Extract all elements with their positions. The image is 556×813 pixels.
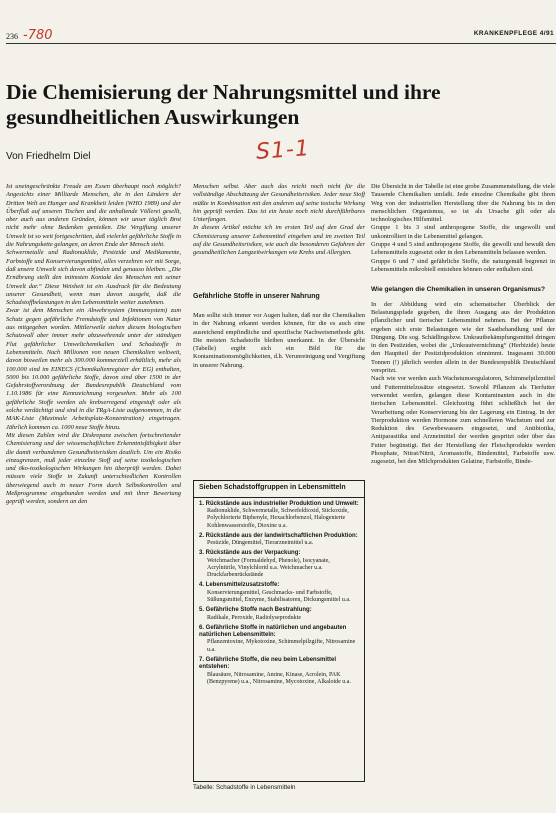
column-2-body	[193, 312, 365, 472]
list-item	[199, 625, 359, 655]
group-detail: Pestizide, Düngemittel, Tierarzneimittel u.a.	[207, 540, 314, 547]
list-item	[199, 582, 359, 604]
list-item	[199, 501, 359, 531]
group-detail: Blausäure, Nitrosamine, Amine, Kinase, Acrolein, PAK (Benzpyrene) u.a., Nitrosamine, Mycotoxine, Alkaloide u.a.	[207, 671, 351, 686]
col2-body-paragraph: Man sollte sich immer vor Augen halten, daß nur die Chemikalien in der Nahrung erkannt werden können, für die es auch eine ausreichend empfindliche und spezifische Nachweismethode gibt. Die meisten Schadstoffe bleiben unerkannt. In der Übersicht (Tabelle) ergibt sich ein Bild für die Kontaminationsmöglichkeiten, d.h. Verunreinigung und Vergiftung in unserer Nahrung.	[193, 312, 365, 369]
list-item	[199, 533, 359, 548]
group-heading: 3. Rückstände aus der Verpackung:	[199, 550, 301, 557]
col3-paragraph: Gruppe 4 und 5 sind anthropogene Stoffe, die gewollt und bewußt den Lebensmitteln zugesetzt oder in den Lebensmitteln belassen werden.	[371, 241, 555, 257]
handwritten-page-number: -780	[23, 28, 53, 43]
page-header-left	[6, 28, 53, 43]
group-heading: 1. Rückstände aus industrieller Produktion und Umwelt:	[199, 500, 359, 507]
group-detail: Konservierungsmittel, Geschmacks- und Farbstoffe, Süßungsmittel, Enzyme, Stabilisatoren, Dickungsmittel u.a.	[207, 589, 351, 604]
group-detail: Radionuklide, Schwermetalle, Schwefeldioxid, Stickoxide, Polychlorierte Biphenyle, Hexachlorbenzol, Halogenierte Kohlenwasserstoffe, Dioxine u.a.	[207, 508, 349, 529]
group-detail: Radikale, Peroxide, Radiolyseprodukte	[207, 614, 301, 621]
section-heading: Gefährliche Stoffe in unserer Nahrung	[193, 293, 320, 300]
column-2-intro	[193, 183, 365, 293]
col3-paragraph: Die Übersicht in der Tabelle ist eine grobe Zusammenstellung, die viele Tausende Chemikalien umfaßt. Jede einzelne Chemikalie gibt ihren Weg von der industriellen Herstellung über die Nahrung bis in den menschlichen Organismus, so ist als Ursache gilt oder als technologisches Hilfsmittel.	[371, 183, 555, 224]
group-heading: 4. Lebensmittelzusatzstoffe:	[199, 582, 280, 589]
table-caption: Tabelle: Schadstoffe in Lebensmitteln	[193, 784, 296, 791]
group-detail: Pflanzentoxine, Mykotoxine, Schimmelpilzgifte, Nitrosamine u.a.	[207, 639, 356, 653]
article-author: Von Friedhelm Diel	[6, 151, 91, 162]
column-3	[371, 183, 555, 805]
group-heading: 6. Gefährliche Stoffe in natürlichen und angebauten natürlichen Lebensmitteln:	[199, 624, 347, 639]
col1-paragraph: Schwermetalle und Radionuklide, Pestizide und Medikamente, Farbstoffe und Konservierungsmittel, alles verzehren wir mit Sorge, daß unsere Umwelt sich davon abfinden und genauso bleiben. „Die Ernährung stellt den intimsten Kontakt des Menschen mit seiner Umwelt dar.“ Diese Weisheit ist ein Ausdruck für die Bedeutung unserer Gesundheit, wenn man davon ausgeht, daß die Schadstoffbelastungen in den Lebensmitteln weiter zunehmen.	[6, 249, 181, 307]
column-1	[6, 183, 181, 805]
group-heading: 7. Gefährliche Stoffe, die neu beim Lebensmittel entstehen:	[199, 656, 337, 671]
group-detail: Weichmacher (Formaldehyd, Phenole), Isocyanate, Acrylnitrile, Vinylchlorid u.a. Weichmacher u.a. Druckfarbenrückstände	[207, 557, 330, 579]
col1-paragraph: Mit diesen Zahlen wird die Diskrepanz zwischen fortschreitender Chemisierung und der wissenschaftlichen Erkenntnisfähigkeit über die damit verbundenen Gesundheitsrisiken deutlich. Um ein Risiko einzugrenzen, muß jeder einzelne Stoff auf seine toxikologischen und öko-toxikologischen Wirkungen hin überprüft werden. Dabei müssen viele Stoffe in Zukunft unterschiedlichen Kontrollen überwiegend auch in neuer Form durch Selbstkontrollen und Meßprogramme eingebunden werden und mit ihrer Bewertung geprüft werden, sondern an den	[6, 431, 181, 506]
header-rule	[6, 43, 556, 44]
list-item	[199, 657, 359, 687]
col1-paragraph: Ist uneingeschränkte Freude am Essen überhaupt noch möglich? Angesichts einer Milliarde Menschen, die in den Ländern der Dritten Welt an Hunger und Krankheit leiden (WHO 1989) und der Überfluß auf unseren Tischen und die anhaltende Völlerei gesellt, aber auch aus anderen Gründen, können wir unser täglich Brot nicht mehr ohne Bedenken genießen. Die Vergiftung unserer Umwelt ist so weit fortgeschritten, daß vielerlei gefährliche Stoffe in die Nahrungskette gelangen, an deren Ende der Mensch steht.	[6, 183, 181, 249]
col3-paragraph: Gruppe 6 und 7 sind gefährliche Stoffe, die naturgemäß begrenzt in Lebensmitteln mikrobiell entstehen können oder enthalten sind.	[371, 257, 555, 273]
table-title: Sieben Schadstoffgruppen in Lebensmitteln	[194, 481, 364, 498]
group-heading: 5. Gefährliche Stoffe nach Bestrahlung:	[199, 607, 312, 614]
page-number: 236	[6, 32, 18, 41]
journal-header: KRANKENPFLEGE 4/91	[473, 30, 554, 37]
col1-paragraph: Zwar ist dem Menschen ein Abwehrsystem (Immunsystem) zum Schutz gegen gefährliche Fremdstoffe und Infektionen von Natur aus mitgegeben worden. Mittlerweile stehen diesem biologischen Schutzwall aber immer mehr abzuwehrende unter der ständigen Flut gefährlicher Umweltchemikalien und Schadstoffe in Lebensmitteln. Nach Millionen von neuen Chemikalien weltweit, davon bisweilen mehr als 300.000 kommerziell erhältlich, mehr als 100.000 sind im EINECS (Chemikalienregister der EG) enthalten, 5000 bis 10.000 gefährliche Stoffe, davon sind über 1500 in der Gefahrstoffverordnung der Bundesrepublik Deutschland vom 1.10.1986 für eine Kennzeichnung vorgesehen. Mehr als 100 gefährliche Stoffe werden als krebserregend eingestuft oder als solche verdächtigt und sind in die TRgA-Liste aufgenommen, in die MAK-Liste (Maximale Arbeitsplatz-Konzentration) eingetragen. Jährlich kommen ca. 1000 neue Stoffe hinzu.	[6, 307, 181, 431]
col3-subheading: Wie gelangen die Chemikalien in unseren Organismus?	[371, 286, 545, 294]
list-item	[199, 550, 359, 580]
col3-paragraph: Nach wie vor werden auch Wachstumsregulatoren, Schimmelpilzmittel und Futtermittelzusätze eingesetzt. Sowohl Pflanzen als Tierfutter verwendet werden, gelangen diese Kontaminanten auch in die tierischen Lebensmittel. Gleichzeitig führt schließlich bei der Verarbeitung oder Konservierung bis der Lagerung ein Eintrag. In der Tierproduktion werden Hormone zum schnelleren Wachstum und zur Reduktion des Gewebewassers eingesetzt, und Antibiotika, Antiparasitika und Arzneimittel der werden gespritzt oder über das Futter begünstigt. Bei der Herstellung der Fleischprodukte werden Phosphate, Nitrat/Nitrit, Aromastoffe, Bindemittel, Farbstoffe usw. zugesetzt, bei den Milchprodukten Gelatine, Farbstoffe, Binde-	[371, 375, 555, 466]
article-title: Die Chemisierung der Nahrungsmittel und ihre gesundheitlichen Auswirkungen	[6, 80, 441, 129]
col3-paragraph: Gruppe 1 bis 3 sind anthropogene Stoffe, die ungewollt und unkontrolliert in die Lebensmittel gelangen.	[371, 224, 555, 240]
pollutant-groups-table	[193, 480, 365, 782]
group-heading: 2. Rückstände aus der landwirtschaftlichen Produktion:	[199, 532, 358, 539]
col2-intro-paragraph: In diesem Artikel möchte ich im ersten Teil auf den Grad der Chemisierung unserer Lebensmittel eingehen und im zweiten Teil auf die Gesundheitsrisiken, wie auch die besonderen Gefahren der gesundheitlichen Langzeitwirkungen wie Krebs und Allergien.	[193, 224, 365, 257]
pollutant-group-list	[194, 498, 364, 687]
list-item	[199, 607, 359, 622]
col3-paragraph: In der Abbildung wird ein schematischer Überblick der Belastungspfade gegeben, die ihren Ausgang aus der Produktion pflanzlicher und tierischer Lebensmittel nehmen. Bei der Pflanze ergeben sich erste Belastungen wie der Saatbehandlung und der Düngung. Die sog. Schädlingsbzw. Unkrautbekämpfungsmittel dringen in den Pestiziden, wobei die „Unkrautvernichtung“ (Herbizide) heute den Hauptteil der Pestizidproduktion einnimmt. Insgesamt 30.000 Tonnen (!) jährlich werden allein in der Bundesrepublik Deutschland verspritzt.	[371, 300, 555, 375]
col2-intro-paragraph: Menschen selbst. Aber auch das reicht noch nicht für die vollständige Abschätzung der Gesundheitsrisiken. Jeder neue Stoff müßte in Kombination mit den anderen auf seine toxische Wirkung hin geprüft werden. Das ist ein heute noch nicht durchführbares Unterfangen.	[193, 183, 365, 224]
handwritten-stamp: S1-1	[255, 136, 311, 165]
